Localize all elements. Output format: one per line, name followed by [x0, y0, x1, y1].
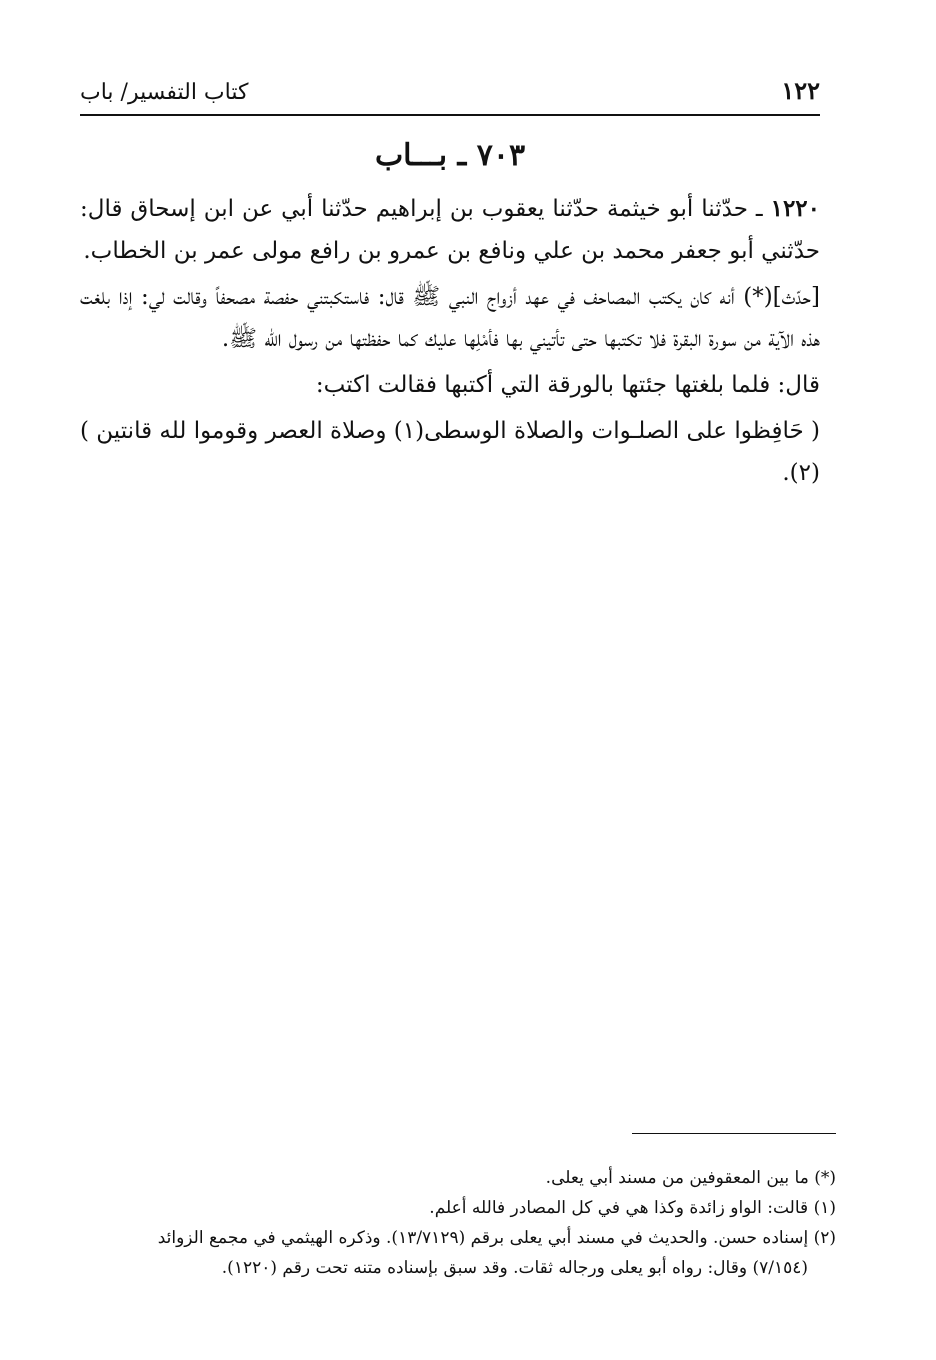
footnote-item: (٢) إسناده حسن. والحديث في مسند أبي يعلى برقم (١٣/٧١٢٩). وذكره الهيثمي في مجمع الزوائد [157, 1228, 836, 1248]
page-header [80, 74, 820, 116]
paragraph-text: ـ حدّثنا أبو خيثمة حدّثنا يعقوب بن إبراهيم حدّثنا أبي عن ابن إسحاق قال: حدّثني أبو جعفر محمد بن علي ونافع بن عمرو بن رافع مولى عمر بن الخطاب. [80, 196, 820, 264]
main-text [80, 188, 820, 498]
paragraph-isnad [80, 188, 820, 272]
footnotes [80, 1163, 836, 1283]
footnote-separator [632, 1133, 836, 1134]
footnote-item: (*) ما بين المعقوفين من مسند أبي يعلى. [545, 1168, 836, 1188]
chapter-title: ٧٠٣ ـ بـــاب [374, 138, 526, 173]
paragraph-matn: [حدّث](*) أنه كان يكتب المصاحف في عهد أزواج النبي ﷺ قال: فاستكبتني حفصة مصحفاً وقالت لي: إذا بلغت هذه الآية من سورة البقرة فلا تكتبها حتى تأتيني بها فأمْلِها عليك كما حفظتها من رسول الله ﷺ. [80, 284, 820, 352]
page-number: ١٢٢ [781, 76, 820, 105]
hadith-number: ١٢٢٠ [770, 195, 821, 222]
footnote-continuation: (٧/١٥٤) وقال: رواه أبو يعلى ورجاله ثقات. وقد سبق بإسناده متنه تحت رقم (١٢٢٠). [221, 1258, 808, 1278]
paragraph-qal: قال: فلما بلغتها جئتها بالورقة التي أكتبها فقالت اكتب: [315, 372, 820, 398]
footnote-item: (١) قالت: الواو زائدة وكذا هي في كل المصادر فالله أعلم. [429, 1198, 836, 1218]
paragraph-verse: ( حَافِظوا على الصلـوات والصلاة الوسطى(١) وصلاة العصر وقوموا لله قانتين )(٢). [80, 418, 820, 486]
running-header-title: كتاب التفسير/ باب [80, 80, 249, 105]
